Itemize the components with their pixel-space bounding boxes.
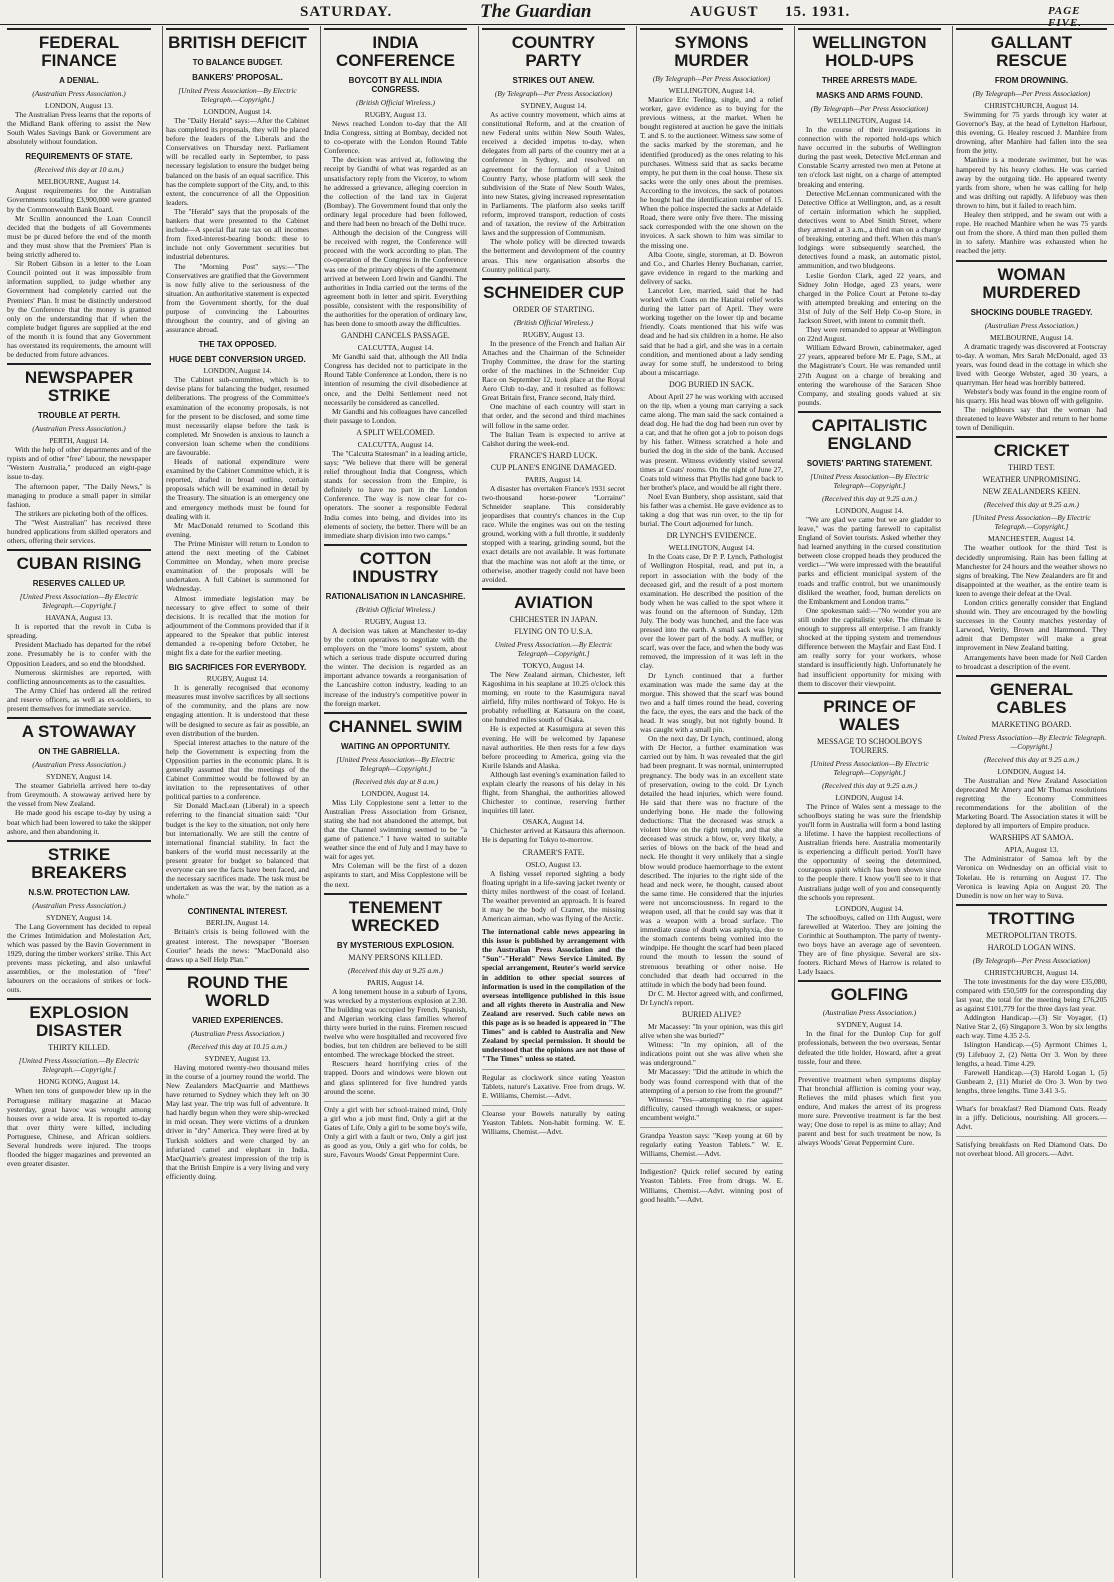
column-6	[794, 26, 944, 1578]
paragraph: As active country movement, which aims at constitutional Reform, and at the creation of new Federal units within New South Wales, received a decided impetus to-day, when delegates from all parts of the country met at a conference in Sydney, and resolved on agreement for the formation of a United Country Party, whose platform will seek the subdivision of the State of New South Wales, into new States, giving increased representation in Parliaments. The platform also seeks tariff reform, improved transport, reduction of costs and of taxation, the review of the Arbitration laws and the suppression of Communism.	[482, 110, 625, 238]
paragraph: The "Herald" says that the proposals of the bankers that were presented to the Cabinet include—A special flat rate tax on all incomes from fixed-interest-bearing bonds: these to include not only Government securities but industrial debentures.	[166, 206, 309, 262]
paragraph: He is expected at Kasumigura at seven this evening. He will be welcomed by Japanese naval authorities. He then rests for a few days before proceeding to America, going via the Kurile Islands and Alaska.	[482, 724, 625, 770]
dateline: LONDON, August 14.	[835, 792, 904, 802]
credit: [United Press Association.—By Electric Telegraph.—Copyright.]	[18, 1056, 140, 1075]
paragraph: One spokesman said:—"No wonder you are still under the capitalistic yoke. The climate is enough to suppress all enterprise. I am frankly shocked at the tipping system and tremendous difference between the Mayfair and East End. I am really sorry for your workers, whose standard is insufficiently high. Unfortunately he had insufficient opportunity for mixing with them to discover their viewpoint.	[798, 605, 941, 688]
paragraph: Arrangements have been made for Neil Carden to broadcast a description of the event.	[956, 652, 1107, 671]
dateline: MELBOURNE, August 14.	[37, 177, 121, 187]
paragraph: The neighbours say that the woman had threatened to leave Webster and return to her home town of Deniliquin.	[956, 405, 1107, 433]
masthead-page: PAGE FIVE.	[1048, 5, 1083, 29]
subheading: SOVIETS' PARTING STATEMENT.	[806, 458, 933, 468]
advertisement: What's for breakfast? Red Diamond Oats. Ready in a jiffy. Delicious, nourishing. All grocers.—Advt.	[956, 1100, 1107, 1131]
paragraph: Lancelot Lee, married, said that he had worked with Coats on the Hataitai relief works during the latter part of April. They were working together on the lower tip and became friendly. Coats mentioned that his wife was dead and he had six children in a home. He also said that he had a girl, and she was in a certain condition, and mentioned about a lady sending away for some stuff, he understood to bring about a miscarriage.	[640, 285, 783, 377]
credit: (Australian Press Association.)	[32, 900, 126, 910]
credit: (By Telegraph—Per Press Association)	[652, 74, 771, 83]
dateline: LONDON, August 14.	[997, 766, 1066, 776]
paragraph: The "Daily Herald" says:—After the Cabinet has completed its proposals, they will be placed before the leaders of the Liberals and the Conservatives on Thursday next. Parliament will be recalled early in September, to pass necessary legislation to ensure the budget being balanced on the basis of an equal sacrifice. This has the complete support of the City, and, to this extent, the concurrence of all the Opposition leaders.	[166, 116, 309, 207]
paragraph: Alba Coote, single, storeman, at D. Bowron and Co., and Charles Henry Buchanan, carrier, gave evidence in regard to the marking and delivery of sacks.	[640, 249, 783, 286]
received-note: (Received this day at 9.25 a.m.)	[984, 754, 1079, 764]
subheading: HUGE DEBT CONVERSION URGED.	[169, 355, 306, 365]
paragraph: Mr Gandhi and his colleagues have cancelled their passage to London.	[324, 406, 467, 425]
credit: [United Press Association—By Electric Telegraph—Copyright.]	[336, 754, 455, 773]
dateline: LONDON, August 14.	[361, 788, 430, 798]
paragraph: Mr Gandhi said that, although the All India Congress has decided not to participate in the Round Table Conference at London, there is no intention of resuming the civil disobedience at once, and the Delhi Settlement need not necessarily be considered as cancelled.	[324, 352, 467, 407]
dateline: LONDON, August 14.	[203, 107, 272, 116]
subheading: ON THE GABRIELLA.	[38, 747, 120, 757]
subheading: MARKETING BOARD.	[991, 719, 1072, 729]
credit: (British Official Wireless.)	[513, 317, 594, 327]
paragraph: On the next day, Dr Lynch, continued, along with Dr Hector, a further examination was carried out by him. It was revealed that the girl had been pregnant. It was normal, uninterrupted pregnancy. The body was in an excellent state of preservation, owing to the cold. Dr Lynch detailed the head injuries, which were found. He said that there was no fracture of the underlying bone. He made the following deductions: That the deceased was struck a violent blow on the right temple, and that she deceased was struck a blow, or, very likely, a series of blows on the back of the head and neck. He thought it very unlikely that a single blow would produce haemorrhage to the extent described. The injuries to the right side of the head and neck were, he thought, caused about the same time. He considered that the injuries were not unconsciousness. In regard to the weapon used, all that he could say was that it was a weapon with a broad surface. The immediate cause of death was asphyxia, due to the stomach contents being vomited into the windpipe. He thought the scarf had been placed round the mouth to lessen the sound of strenuous breathing or other noise. He concluded that death had occurred in the attitude in which the body had been found.	[640, 734, 783, 989]
subheading: N.S.W. PROTECTION LAW.	[28, 887, 130, 897]
paragraph: Almost immediate legislation may be necessary to give effect to some of their decisions. It is recalled that the motion for adjournment of the Commons provided that if it appeared to the Speaker that public interest demanded a re-opening before October, he might fix a date for the earlier meeting.	[166, 593, 309, 658]
paragraph: They were remanded to appear at Wellington on 22nd August.	[798, 325, 941, 344]
paragraph: A dramatic tragedy was discovered at Footscray to-day. A woman, Mrs Sarah McDonald, aged 33 years, was found dead in the cottage in which she lived with George Webster, aged 30 years, a quarryman. Her head was horribly battered.	[956, 341, 1107, 387]
subheading: DOG BURIED IN SACK.	[669, 379, 754, 389]
paragraph: The Army Chief has ordered all the retired and reserve officers, as well as ex-soldiers, to present themselves for immediate service.	[7, 685, 151, 714]
paragraph: The Cabinet sub-committee, which is to devise plans for balancing the budget, resumed deliberations. The progress of the Committee's examination of the economy proposals, is not for the present to be disclosed, and some time must necessarily elapse before the task is completed. Mr Snowden is anxious to launch a conversion loan scheme when the conditions are favourable.	[166, 375, 309, 457]
paragraph: Numerous skirmishes are reported, with conflicting announcements as to the casualties.	[7, 667, 151, 686]
paragraph: Noel Evan Bunbery, shop assistant, said that his father was a chemist. He gave evidence as to taking a dog that was run over, to the tip for burial. The Court adjourned for lunch.	[640, 491, 783, 529]
column-5	[636, 26, 786, 1578]
headline: STRIKE BREAKERS	[7, 840, 151, 882]
story-federal-finance	[7, 28, 151, 359]
story-cricket	[956, 436, 1107, 670]
story-gallant-rescue	[956, 28, 1107, 256]
subheading: VARIED EXPERIENCES.	[192, 1015, 283, 1025]
credit: (Australian Press Association.)	[190, 1028, 285, 1038]
paragraph: Although last evening's examination failed to explain clearly the reasons of his delay in his flight, from Shanghai, the authorities allowed Chichester to continue, reserving further inquiries till later.	[482, 769, 625, 816]
dateline: SYDNEY, August 13.	[204, 1053, 271, 1063]
headline: A STOWAWAY	[7, 717, 151, 741]
subheading: WAITING AN OPPORTUNITY.	[340, 741, 451, 751]
subheading: WEATHER UNPROMISING.	[982, 475, 1081, 485]
story-newspaper-strike	[7, 363, 151, 545]
paragraph: In the Coats case, Dr P. P. Lynch, Pathologist of Wellington Hospital, read, and put in, a report in association with the body of the deceased girl, and the result of a post mortem examination. He described the position of the body when he was called to the spot where it was found on the afternoon of Sunday, 12th July. The body was hunched, and the face was pressed into the earth. A small sack was lying over the lower part of the body. A muffler, or scarf, was over the face, and when the body was removed, the impression of it was left in the clay.	[640, 552, 783, 671]
paragraph: News reached London to-day that the All India Congress, sitting at Bombay, decided not to co-operate with the London Round Table Conference.	[324, 119, 467, 156]
received-note: (Received this day at 9.25 a.m.)	[822, 780, 917, 790]
subheading: NEW ZEALANDERS KEEN.	[982, 487, 1081, 497]
credit: (British Official Wireless.)	[355, 604, 436, 614]
paragraph: Webster's body was found in the engine room of his quarry. His head was blown off with gelignite.	[956, 386, 1107, 406]
dateline: PARIS, August 14.	[367, 977, 424, 987]
dateline: TOKYO, August 14.	[522, 660, 585, 670]
paragraph: Mr Macassey: "In your opinion, was this girl alive when she was buried?"	[640, 1022, 783, 1041]
paragraph: The Prime Minister will return to London to attend the next meeting of the Cabinet Committee on Monday, when more precise examination of the proposals will be undertaken. A full Cabinet is summoned for Wednesday.	[166, 538, 309, 594]
credit: [United Press Association—By Electric Telegraph.—Copyright.]	[972, 513, 1091, 532]
page-columns	[4, 26, 1110, 1578]
paragraph: Mr Scullin announced the Loan Council decided that the budgets of all Governments must be pr duced before the end of the month and they must show that the Premiers' Plan is being strictly adhered to.	[7, 213, 151, 260]
dateline: LONDON, August 14.	[835, 505, 904, 515]
paragraph: Mr MacDonald returned to Scotland this evening.	[166, 520, 309, 539]
paragraph: President Machado has departed for the rebel zone. Presumably he is to confer with the Opposition Leaders, and so end the bloodshed.	[7, 640, 151, 668]
paragraph: Witness: "Yes—attempting to rise against difficulty, caused through weakness, or super-encumbent weight."	[640, 1094, 783, 1122]
paragraph: William Edward Brown, cabinetmaker, aged 27 years, appeared before Mr E. Page, S.M., at the Magistrate's Court. He was remanded until 27th August on a charge of breaking and entering the warehouse of the Saracen Shoe Company, and stealing goods valued at six pounds.	[798, 343, 941, 407]
dateline: RUGBY, August 14.	[206, 674, 269, 684]
paragraph: When ten tons of gunpowder blew up in the Portuguese military magazine at Macao yesterday, great havoc was wrought among houses over a wide area. It is reported to-day that over thirty were killed, including Portuguese, Chinese, and African soldiers. Several hundreds were injured. The troops flooded the bigger magazines and prevented an even greater disaster.	[7, 1086, 151, 1169]
dateline: MELBOURNE, August 14.	[990, 332, 1073, 342]
story-general-cables	[956, 675, 1107, 900]
story-prince-of-wales	[798, 692, 941, 977]
paragraph: A disaster has overtaken France's 1931 secret two-thousand horse-power "Lorraine" Schneider seaplane. This considerably jeopardises that country's chances in the Cup race. While the engines was out on the testing ground, working with a full throttle, it suddenly stopped with a tearing, grinding sound, but the exact details are not available. It was fortunate that the machine was not aloft at the time, or otherwise, another tragedy could not have been avoided.	[482, 483, 625, 584]
received-note: (Received this day at 9.25 a.m.)	[348, 965, 443, 975]
subheading: RESERVES CALLED UP.	[32, 579, 126, 589]
story-aviation	[482, 588, 625, 923]
headline: TENEMENT WRECKED	[324, 893, 467, 935]
subheading: MESSAGE TO SCHOOLBOYS TOURERS.	[816, 736, 923, 755]
dateline: CHRISTCHURCH, August 14.	[984, 967, 1079, 977]
advertisement: Preventive treatment when symptoms display That bronchial affliction is coming your way, Relieves the mild phases which first you endure, And makes the arrest of its progress more sure. Preventive treatment is far the best way; One dose to repel is as mine to allay; And parent and best for such treatment be now, Is always Woods' Great Peppermint Cure.	[798, 1071, 941, 1148]
masthead-day: SATURDAY.	[300, 4, 393, 20]
paragraph: The Prince of Wales sent a message to the schoolboys stating he was sure the friendship you'll form in Australia will form a bond lasting a lifetime. I have the happiest recollections of Australian friends here. Australia momentarily is experiencing a difficult period. You'll have the opportunity of seeing the determined, courageous spirit which has been shown since to the people there. I know you'll see to it that Australians judge well of you and consequently the schools you represent.	[798, 801, 941, 902]
subheading: WARSHIPS AT SAMOA.	[989, 833, 1074, 843]
dateline: WELLINGTON, August 14.	[668, 543, 755, 553]
headline: FEDERAL FINANCE	[7, 28, 151, 70]
credit: (By Telegraph—Per Press Association)	[494, 89, 613, 98]
paragraph: Miss Lily Copplestone sent a letter to the Australian Press Association from Grisnez, stating she had not abandoned the attempt, but that the Channel swimming seemed to be "a game of patience." I have waited to suitable weather since the end of July and I may have to wait for ages yet.	[324, 797, 467, 862]
credit: [United Press Association—By Electric Telegraph—Copyright.]	[810, 471, 929, 490]
dateline: SYDNEY, August 14.	[836, 1020, 903, 1030]
paragraph: The "Calcutta Statesman" in a leading article, says: "We believe that there will be general relief throughout India that Congress, which stands for secession from the Empire, is definitely to have no part in the London Conference. The way is now clear for co-operators. The sooner a responsible Federal India comes into being, and divides into its elements of society, the better. There will be an immediate sharp division into two camps."	[324, 448, 467, 540]
paragraph: Detective McLennan communicated with the Detective Office at Wellington, and, as a result of certain information which he supplied, detectives went to Abel Smith Street, where they arrested at 3 a.m., a third man on a charge of breaking, entering and theft. When this man's lodgings were subsequently searched, the detectives found a mask, an automatic pistol, ammunition, and two bludgeons.	[798, 188, 941, 271]
story-stowaway	[7, 717, 151, 836]
subheading: ORDER OF STARTING.	[512, 304, 595, 314]
received-note: (Received this day at 10 a.m.)	[34, 165, 124, 175]
story-symons-murder	[640, 28, 783, 1122]
dateline: OSLO, August 13.	[525, 859, 582, 869]
masthead	[0, 0, 1114, 29]
credit: (Australian Press Association.)	[32, 424, 126, 434]
paragraph: Manhire is a moderate swimmer, but he was hampered by his heavy clothes. He was carried away by the outgoing tide. He appeared twenty yards from shore, when he was calling for help and was drifting out rapidly. A lifebuoy was then thrown to him, but it failed to reach him.	[956, 155, 1107, 210]
subheading: DR LYNCH'S EVIDENCE.	[666, 531, 757, 541]
paragraph: London critics generally consider that England should win. They are encouraged by the bowling successes in the County matches yesterday of Larwood, Verity, Brown and Hammond. They admit that Dempster will make a great improvement in New Zealand batting.	[956, 598, 1107, 653]
paragraph: Having motored twenty-two thousand miles in the course of a journey round the world. The New Zealanders MacQuarrie and Matthews have returned to Sydney which they left on 30 May last year. The trip was full of adventure. It had hardly begun when they were ship-wrecked in mid ocean. They were victims of a drunken driver in "dry" America. They were fired at by Turkish soldiers and were charged by an infuriated camel and elephant in India. MacQuarrie's greatest impression of the trip is that the British Empire is a very living and very efficiently doing.	[166, 1062, 309, 1181]
story-cotton-industry	[324, 544, 467, 708]
paragraph: The strikers are picketing both of the offices.	[15, 508, 148, 518]
paragraph: Sir Robert Gibson in a letter to the Loan Council pointed out it was impossible from information supplied, to judge whether any Government had completely carried out the Premiers' Plan. It must be distinctly understood by the Conference that the money is granted only on the understanding that if when the complete budget figures are supplied at the end of the month it is found that any Government has overstated its requirements, the amount will be deducted from future advances.	[7, 259, 151, 360]
dateline: LONDON, August 14.	[835, 903, 904, 913]
story-wellington-hold-ups	[798, 28, 941, 407]
headline: COTTON INDUSTRY	[324, 544, 467, 586]
headline: GALLANT RESCUE	[956, 28, 1107, 70]
headline: AVIATION	[482, 588, 625, 612]
dateline: APIA, August 13.	[1004, 845, 1059, 855]
subheading: CONTINENTAL INTEREST.	[187, 907, 288, 917]
paragraph: Heads of national expenditure were examined by the Cabinet Committee which, it is reported, drafted in broad outline, certain proposals which will be examined in detail by the Treasury. The situation is an emergency one and emergency methods must be found for dealing with it.	[166, 457, 309, 521]
paragraph: In the course of their investigations in connection with the reported hold-ups which have occurred in the suburbs of Wellington during the past week, Detective McLennan and Constable Scarry arrested two men at Petone at ten o'clock last night, on a charge of attempted breaking and entering.	[798, 125, 941, 189]
dateline: PERTH, August 14.	[49, 436, 109, 446]
received-note: (Received this day at 9.25 a.m.)	[822, 493, 917, 503]
paragraph: One machine of each country will start in that order, and the second and third machines will follow in the same order.	[482, 402, 625, 430]
paragraph: Farewell Handicap.—(3) Harold Logan 1, (5) Gunbeam 2, (11) Muriel de Oro 3. Won by two lengths, three lengths. Time 3.41 3-5.	[956, 1067, 1107, 1095]
received-note: (Received this day at 9.25 a.m.)	[984, 500, 1079, 510]
paragraph: About April 27 he was working with accused on the tip, when a young man carrying a sack came along. The man said the sack contained a dead dog. He had the dog had been run over by a car, and that he often got a job to poison dogs by his father. Witness scratched a hole and buried the dog in the side of the bank. Accused was present. Witness evidently visited several times at Coats' rooms. On the night of June 27, Coats told witness that Phyllis had gone back to her brother's place, and would be all right there.	[640, 391, 783, 492]
paragraph: The Australian Press learns that the reports of the Midland Bank offering to assist the New South Wales Savings Bank or Government are absolutely without foundation.	[7, 110, 151, 147]
headline: PRINCE OF WALES	[798, 692, 941, 734]
subheading: CHICHESTER IN JAPAN.	[509, 614, 598, 624]
story-round-the-world	[166, 968, 309, 1181]
paragraph: Leslie Gordon Clark, aged 22 years, and Sidney John Hodge, aged 23 years, were charged in the Police Court at Petone to-day with attempted breaking and entering on the 31st of July of the Self Help Co-op Store, in Jackson Street, with intent to commit theft.	[798, 270, 941, 325]
story-explosion-disaster	[7, 998, 151, 1168]
paragraph: The "Morning Post" says:—"The Conservatives are gratified that the Government is now fully alive to the seriousness of the situation. An authoritative statement is expected from the Government shortly, for the dual purpose of convincing the Labourites throughout the country, and of giving an assurance abroad.	[166, 261, 309, 335]
subheading: A DENIAL.	[59, 76, 99, 85]
subheading: BANKERS' PROPOSAL.	[192, 73, 283, 82]
story-schneider-cup	[482, 278, 625, 584]
paragraph: Addington Handicap.—(3) Sir Voyager, (1) Native Star 2, (6) Singapore 3. Won by six lengths each way. Time 4.35 2-5.	[956, 1013, 1107, 1041]
dateline: WELLINGTON, August 14.	[826, 116, 913, 125]
credit: (By Telegraph—Per Press Association)	[810, 104, 929, 113]
credit: (British Official Wireless.)	[355, 98, 436, 107]
advertisement: Satisfying breakfasts on Red Diamond Oats. Do not overheat blood. All grocers.—Advt.	[956, 1136, 1107, 1158]
paragraph: Mrs Coleman will be the first of a dozen aspirants to start, and Miss Copplestone will be the next.	[324, 861, 467, 889]
column-4	[478, 26, 628, 1578]
subheading: BURIED ALIVE?	[682, 1010, 741, 1019]
paragraph: A long tenement house in a suburb of Lyons, was wrecked by a mysterious explosion at 2.30. The building was occupied by French, Spanish, and Algerian working class families whereof thirty were buried in the ruins. Firemen rescued twelve who were hospitalled and recovered five bodies, but ten children are believed to be still entombed. The wreckage blocked the street.	[324, 986, 467, 1060]
paragraph: Swimming for 75 yards through icy water at Governor's Bay, at the head of Lyttelton Harbour, this evening, G. Healey rescued J. Manhire from drowning, after Manhire had fallen into the sea from the jetty.	[956, 110, 1107, 156]
story-india-conference	[324, 28, 467, 540]
paragraph: Special interest attaches to the nature of the help the Government is expecting from the Opposition parties in the economic plans. It is generally assumed that the meetings of the Cabinet Committee would be followed by an invitation to the representatives of other political parties to a conference.	[166, 737, 309, 802]
subheading: METROPOLITAN TROTS.	[986, 930, 1077, 940]
subheading: FRANCE'S HARD LUCK.	[509, 450, 598, 460]
paragraph: Dr C. M. Hector agreed with, and confirmed, Dr Lynch's report.	[640, 988, 783, 1007]
subheading: MASKS AND ARMS FOUND.	[816, 91, 923, 100]
subheading: RATIONALISATION IN LANCASHIRE.	[325, 591, 466, 601]
story-golfing	[798, 980, 941, 1065]
paragraph: The decision was arrived at, following the receipt by Gandhi of what was regarded as an unsatisfactory reply from the Viceroy, to whom he addressed a grievance, alleging coercion in the collection of the land tax in Gujerat (Bombay). The Government found that only the ordinary legal procedure had been followed, and there had been no breach of the Delhi truce.	[324, 155, 467, 229]
masthead-title: The Guardian	[480, 1, 592, 22]
paragraph: The tote investments for the day were £35,080, compared with £50,509 for the corresponding day last year, the total for the meeting being £76,205 as against £101,779 for the three days last year.	[956, 976, 1107, 1014]
paragraph: The "West Australian" has received three hundred applications from skilled operators and others, offering their services.	[7, 517, 151, 546]
credit: (Australian Press Association.)	[984, 320, 1079, 330]
masthead-month: AUGUST	[690, 4, 759, 20]
paragraph: Mr Macassey: "Did the attitude in which the body was found correspond with that of the attempting of a person to rise from the ground?"	[640, 1067, 783, 1095]
credit: United Press Association.—By Electric Telegraph—Copyright.]	[494, 639, 613, 658]
subheading: HAROLD LOGAN WINS.	[987, 942, 1076, 952]
dateline: RUGBY, August 13.	[364, 616, 427, 626]
subheading: MANY PERSONS KILLED.	[348, 952, 443, 962]
advertisement: Cleanse your Bowels naturally by eating Yeaston Tablets. Non-habit forming. W. E. Williams, Chemist.—Advt.	[482, 1105, 625, 1136]
story-strike-breakers	[7, 840, 151, 995]
paragraph: Maurice Eric Teeling, single, and a relief worker, gave evidence as to buying for the previous witness, at the market. When he bought registered at auction he gave the initials T. and S. to the auctioneer. Witness saw some of the sacks marked by the storeman, and he identified (produced) as the ones relating to his purchases. Witness said that as sacks became empty, he put them in the coal house. These six sacks were the only ones about the premises. According to the invoices, the sack of potatoes he bought had the identification number of 15. When the police inspected the sacks at Adelaide Road, there were only five there. The missing sack corresponded with the one shown on the invoices. A sack shown to him was similar to the missing one.	[640, 95, 783, 250]
paragraph: Healey then stripped, and he swam out with a rope. He reached Manhire when he was 75 yards out from the shore. A third man then pulled them in to safety. Manhire was exhausted when he reached the jetty.	[956, 210, 1107, 256]
dateline: CHRISTCHURCH, August 14.	[984, 101, 1079, 110]
paragraph: August requirements for the Australian Governments totalling £3,900,000 were granted by the Commonwealth Bank Board.	[7, 186, 151, 214]
headline: SCHNEIDER CUP	[482, 278, 625, 302]
credit: (Australian Press Association.)	[822, 1008, 917, 1018]
credit: [United Press Association—By Electric Telegraph—Copyright.]	[810, 758, 929, 777]
column-1	[4, 26, 154, 1578]
headline: NEWSPAPER STRIKE	[7, 363, 151, 405]
subheading: TROUBLE AT PERTH.	[37, 411, 121, 421]
dateline: OSAKA, August 14.	[522, 817, 585, 827]
paragraph: The steamer Gabriella arrived here to-day from Greymouth. A stowaway arrived here by the vessel from New Zealand.	[7, 781, 151, 809]
subheading: FLYING ON TO U.S.A.	[514, 626, 593, 636]
subheading: THE TAX OPPOSED.	[198, 340, 277, 350]
story-cuban-rising	[7, 549, 151, 713]
paragraph: It is generally recognised that economy measures must involve sacrifices by all sections of the community, and the plans are now engaging attention. It is understood that these will be designed to secure as fair as possible, an even distribution of the burden.	[166, 683, 309, 738]
column-7	[952, 26, 1110, 1578]
paragraph: A fishing vessel reported sighting a body floating upright in a life-saving jacket twenty or thirty miles northwest of the coast of Iceland. The weather prevented an approach. It is feared it may be the body of Cramer, the missing American airman, who was flying of the Arctic.	[482, 868, 625, 923]
dateline: WELLINGTON, August 14.	[668, 86, 755, 95]
credit: (By Telegraph—Per Press Association)	[972, 89, 1091, 98]
subheading: REQUIREMENTS OF STATE.	[25, 152, 133, 162]
headline: BRITISH DEFICIT	[166, 28, 309, 52]
headline: WELLINGTON HOLD-UPS	[798, 28, 941, 70]
headline: ROUND THE WORLD	[166, 968, 309, 1010]
story-tenement-wrecked	[324, 893, 467, 1096]
story-country-party	[482, 28, 625, 274]
headline: EXPLOSION DISASTER	[7, 998, 151, 1040]
subheading: CUP PLANE'S ENGINE DAMAGED.	[490, 462, 617, 472]
paragraph: Islington Handicap.—(5) Ayrmont Chimes 1, (9) Lifebuoy 2, (2) Netta Orr 3. Won by three lengths, a head. Time 4.29.	[956, 1040, 1107, 1068]
dateline: CALCUTTA, August 14.	[357, 343, 434, 353]
paragraph: The Italian Team is expected to arrive at Calshot during the week-end.	[482, 429, 625, 448]
paragraph: The Lang Government has decided to repeal the Crimes Intimidation and Molestation Act, which was passed by the Bavin Government in 1929, during the timber workers' strike. This Act prevents mass picketing, and also unlawful assemblies, or the molestation of "free" labourers on the occasions of strikes or lock-outs.	[7, 921, 151, 995]
headline: WOMAN MURDERED	[956, 260, 1107, 302]
cable-news-notice: The international cable news appearing in this issue is published by arrangement with the Australian Press Association and the "Sun"-"Herald" News Service Limited. By special arrangement, Reuter's world service in addition to other special sources of information is used in the compilation of the overseas intelligence published in this issue and all rights thereto in Australia and New Zealand are reserved. Such cable news on this page as is so headed is appeared in "The Times" and is cabled to Australia and New Zealand by special permission. It should be understood that the opinions are not those of "The Times" unless so stated.	[482, 927, 625, 1064]
paragraph: The New Zealand airman, Chichester, left Kagoshima in his seaplane at 10.25 o'clock this morning, en route to the Kasumigura naval airfield, fifty miles northward of Tokyo. He is probably refuelling at Katsaura on the coast, one hundred miles south of Osaka.	[482, 669, 625, 725]
headline: CRICKET	[956, 436, 1107, 460]
paragraph: The weather outlook for the third Test is decidedly unpromising. Rain has been falling at Manchester for 24 hours and the weather shows no signs of breaking. The New Zealanders are fit and disappointed at the weather, as the entire team is keen to avenge their defeat at the Oval.	[956, 543, 1107, 598]
story-trotting	[956, 904, 1107, 1095]
masthead-date: 15. 1931.	[785, 4, 851, 20]
headline: COUNTRY PARTY	[482, 28, 625, 70]
subheading: FROM DROWNING.	[994, 76, 1069, 85]
paragraph: Although the decision of the Congress will be received with regret, the Conference will proceed with the work according to plan. The co-operation of the Congress in the Conference was one of the primary objects of the agreement arrived at between Lord Irwin and Gandhi. The authorities in India carried out the terms of the agreement both in letter and spirit. Everything possible, consistent with the responsibility of the authorities for the operation of ordinary law, has been done to smooth away the difficulties.	[324, 228, 467, 329]
headline: GENERAL CABLES	[956, 675, 1107, 717]
advertisement: Regular as clockwork since eating Yeaston Tablets, nature's Laxative. Free from drugs. W. E. Williams, Chemist.—Advt.	[482, 1069, 625, 1100]
credit: [United Press Association—By Electric Telegraph.—Copyright.]	[19, 592, 139, 611]
dateline: RUGBY, August 13.	[364, 110, 427, 119]
dateline: CALCUTTA, August 14.	[357, 439, 434, 449]
dateline: SYDNEY, August 14.	[46, 912, 112, 922]
subheading: A SPLIT WELCOMED.	[356, 427, 435, 437]
dateline: LONDON, August 14.	[203, 366, 272, 376]
advertisement: Indigestion? Quick relief secured by eating Yeaston Tablets. Free from drugs. W. E. Williams, Chemist.—Advt. winning post of good health."—Advt.	[640, 1163, 783, 1203]
dateline: LONDON, August 13.	[45, 101, 113, 110]
dateline: HONG KONG, August 14.	[38, 1077, 120, 1087]
paragraph: It is reported that the revolt in Cuba is spreading.	[7, 622, 151, 641]
subheading: CRAMER'S FATE.	[522, 847, 585, 857]
subheading: THIRTY KILLED.	[48, 1043, 110, 1053]
paragraph: In the presence of the French and Italian Air Attaches and the Chairman of the Schneider Trophy Committee, the draw for the starting order of the machines in the Schneider Cup Race on September 12, took place at the Royal Aero Club to-day, and it resulted as follows: Great Britain first, France second, Italy third.	[482, 338, 625, 403]
dateline: SYDNEY, August 14.	[46, 772, 112, 782]
subheading: BY MYSTERIOUS EXPLOSION.	[336, 940, 455, 950]
dateline: PARIS, August 14.	[525, 474, 582, 484]
story-british-deficit	[166, 28, 309, 964]
headline: CAPITALISTIC ENGLAND	[798, 411, 941, 453]
advertisement: Grandpa Yeaston says: "Keep young at 60 by regularly eating Yeaston Tablets." W. E. Williams, Chemist.—Advt.	[640, 1127, 783, 1158]
paragraph: The schoolboys, called on 11th August, were farewelled at Waterloo. They are joining the Corinthic at Southampton. The party of twenty-two boys have an average age of seventeen. They are of fine physique. Several are six-footers. Richard Mews of Harrow is related to Lady Isaacs.	[798, 912, 941, 977]
story-channel-swim	[324, 712, 467, 889]
subheading: STRIKES OUT ANEW.	[512, 76, 595, 85]
subheading: SHOCKING DOUBLE TRAGEDY.	[970, 307, 1093, 317]
column-2	[162, 26, 312, 1578]
paragraph: Dr Lynch continued that a further examination was made the same day at the morgue. This showed that the scarf was bound two and a half times round the head, covering the face, the eyes, the ears and the back of the head. It was snugly, but not tightly bound. It was caught with a small pin.	[640, 670, 783, 735]
paragraph: The whole policy will be directed towards the betterment and development of the country areas. This new organisation absorbs the Country political party.	[482, 237, 625, 274]
subheading: TO BALANCE BUDGET.	[192, 58, 283, 67]
paragraph: Witness: "In my opinion, all of the indications point out she was alive when she was underground."	[640, 1040, 783, 1068]
paragraph: The Australian and New Zealand Association deprecated Mr Amery and Mr Thomas resolutions regretting the Economy Committees recommendations for the abolition of the Marketing Board. The Association states it will be deplored by all importers of Empire produce.	[956, 775, 1107, 831]
subheading: THIRD TEST.	[1008, 463, 1055, 473]
dateline: BERLIN, August 14.	[205, 918, 270, 928]
dateline: SYDNEY, August 14.	[520, 101, 587, 110]
story-capitalistic-england	[798, 411, 941, 688]
paragraph: In the final for the Dunlop Cup for golf professionals, between the two overseas, Sentar defeated the title holder, Howard, after a great tussle, four and three.	[798, 1029, 941, 1066]
paragraph: Chichester arrived at Katsaura this afternoon. He is departing for Tokyo to-morrow.	[482, 826, 625, 845]
advertisement: Only a girl with her school-trained mind, Only a girl who a job must find, Only a girl at the Gates of Life, Only a girl to be some boy's wife, Only a girl with a fault or two, Only a girl just as good as you, Only a girl who for colds, be sure, Favours Woods' Great Peppermint Cure.	[324, 1101, 467, 1160]
paragraph: With the help of other departments and of the typists and of other "free" labour, the newspaper "Western Australia," produced an eight-page issue to-day.	[7, 445, 151, 482]
headline: INDIA CONFERENCE	[324, 28, 467, 70]
subheading: BIG SACRIFICES FOR EVERYBODY.	[168, 663, 307, 673]
paragraph: The Administrator of Samoa left by the Veronica on Wednesday on an official visit to Tokelau. He is returning on August 17. The Veronica is leaving Apia on August 20. The Dunedin is now on her way to Suva.	[956, 854, 1107, 900]
subheading: THREE ARRESTS MADE.	[821, 76, 918, 85]
received-note: (Received this day at 8 a.m.)	[352, 776, 439, 786]
story-woman-murdered	[956, 260, 1107, 433]
headline: SYMONS MURDER	[640, 28, 783, 70]
credit: United Press Association—By Electric Telegraph.—Copyright.]	[956, 732, 1107, 751]
dateline: HAVANA, August 13.	[45, 613, 113, 623]
credit: (By Telegraph—Per Press Association)	[972, 955, 1091, 965]
paragraph: Britain's crisis is being followed with the greatest interest. The newspaper "Boersen Courier" heads the news: "MacDonald also draws up a Self Help Plan."	[166, 927, 309, 964]
subheading: BOYCOTT BY ALL INDIA CONGRESS.	[348, 76, 443, 94]
dateline: MANCHESTER, August 14.	[987, 534, 1076, 544]
paragraph: Rescuers heard horrifying cries of the trapped. Doors and windows were blown out and glass splintered for five hundred yards around the scene.	[324, 1059, 467, 1096]
paragraph: He made good his escape to-day by using a boat which had been lowered to take the skipper ashore, and then abandoning it.	[7, 808, 151, 836]
headline: GOLFING	[798, 980, 941, 1004]
credit: (Australian Press Association.)	[32, 89, 126, 98]
received-note: (Received this day at 10.15 a.m.)	[188, 1041, 287, 1051]
dateline: RUGBY, August 13.	[522, 329, 585, 339]
credit: (Australian Press Association.)	[32, 760, 126, 770]
column-3	[320, 26, 470, 1578]
credit: [United Press Association—By Electric Telegraph.—Copyright.]	[178, 86, 297, 104]
paragraph: "We are glad we came but we are gladder to leave," was the parting farewell to capitalist England of Soviet tourists. Asked whether they had learned anything in the cursed constitution between close cropped heads they produced the verdict—"We were impressed with the beautiful parks and efficient municipal system of the roads and traffic control, but we unanimously disliked the weather, food, human derelicts on the Embankment and London trams."	[798, 514, 941, 606]
paragraph: The afternoon paper, "The Daily News," is managing to produce a small paper in similar fashion.	[7, 481, 151, 509]
paragraph: Sir Donald MacLean (Liberal) in a speech referring to the financial situation said: "Our budget is the key to the situation, not only here but internationally. We are still the centre of international financial stability. In fact the bankers of the world must necessarily at the present greater for budget so balanced that everyone can see the facts have been faced, and the necessary sacrifices made. The task must be undertaken as was the war, by the nation as a whole."	[166, 801, 309, 902]
headline: CHANNEL SWIM	[324, 712, 467, 736]
subheading: GANDHI CANCELS PASSAGE.	[341, 331, 450, 341]
headline: CUBAN RISING	[7, 549, 151, 573]
headline: TROTTING	[956, 904, 1107, 928]
paragraph: A decision was taken at Manchester to-day by the cotton operatives to negotiate with the employers on the "more looms" system, about which a serious trade dispute occurred during the winter. The decision is regarded as an important advance towards a reorganisation of the Lancashire cotton industry, leading to an increase of the industry's competitive power in the foreign market.	[324, 625, 467, 708]
